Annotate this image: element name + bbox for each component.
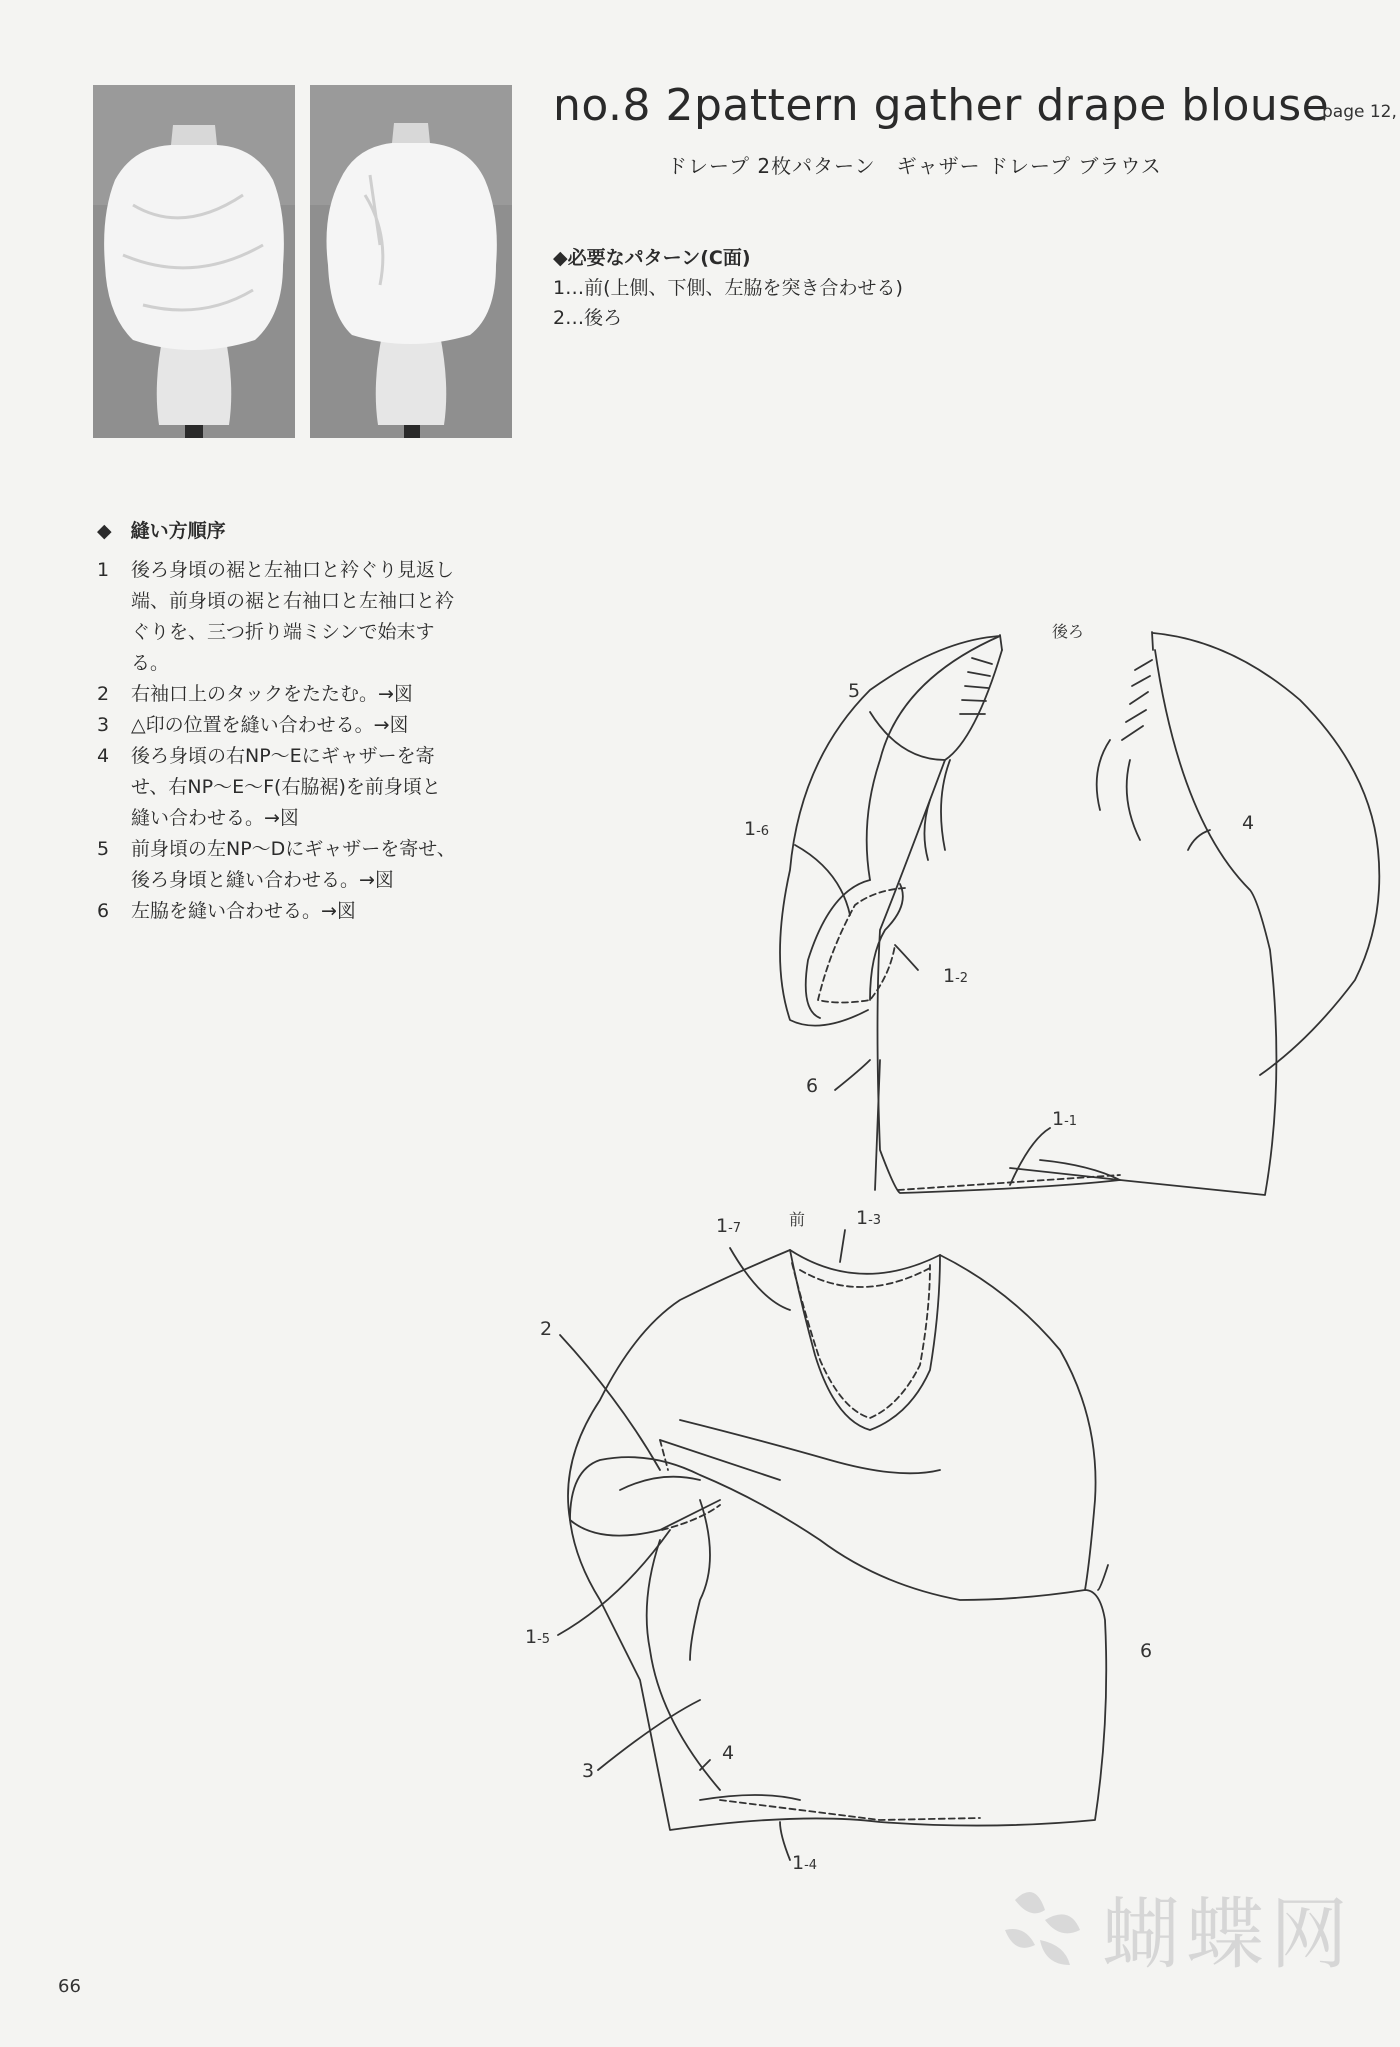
page-reference: page 12, bbox=[1322, 102, 1397, 122]
label-sub: -5 bbox=[537, 1632, 551, 1647]
back-label-6: 6 bbox=[806, 1075, 819, 1097]
back-diagram-title: 後ろ bbox=[1052, 622, 1085, 641]
page-subtitle: ドレープ 2枚パターン ギャザー ドレープ ブラウス bbox=[667, 154, 1162, 178]
front-label-2: 2 bbox=[540, 1318, 553, 1340]
back-label-1-1 bbox=[1052, 1108, 1077, 1130]
step-text: 後ろ身頃の右NP〜Eにギャザーを寄せ、右NP〜E〜F(右脇裾)を前身頃と縫い合わせる。→図 bbox=[131, 745, 441, 829]
step-text: △印の位置を縫い合わせる。→図 bbox=[131, 714, 409, 736]
label-main: 1 bbox=[716, 1215, 729, 1237]
front-diagram-title: 前 bbox=[789, 1210, 806, 1229]
front-label-3: 3 bbox=[582, 1760, 595, 1782]
step-number: 4 bbox=[97, 745, 110, 767]
front-label-4: 4 bbox=[722, 1742, 735, 1764]
step-number: 1 bbox=[97, 559, 110, 581]
back-label-5: 5 bbox=[848, 680, 861, 702]
pattern-item: 1…前(上側、下側、左脇を突き合わせる) bbox=[553, 277, 903, 299]
label-main: 1 bbox=[525, 1626, 538, 1648]
front-label-6: 6 bbox=[1140, 1640, 1153, 1662]
label-sub: -1 bbox=[1064, 1114, 1078, 1129]
watermark-text: 蝴蝶网 bbox=[1102, 1890, 1355, 1980]
back-garment-drawing bbox=[780, 632, 1379, 1195]
label-sub: -7 bbox=[728, 1221, 742, 1236]
step-text: 後ろ身頃の裾と左袖口と衿ぐり見返し端、前身頃の裾と右袖口と左袖口と衿ぐりを、三つ折り端ミシンで始末する。 bbox=[131, 559, 455, 674]
step-number: 2 bbox=[97, 683, 110, 705]
back-label-1-6 bbox=[744, 818, 769, 840]
page-title: no.8 2pattern gather drape blouse bbox=[553, 80, 1330, 131]
patterns-heading: ◆必要なパターン(C面) bbox=[553, 247, 751, 269]
label-sub: -3 bbox=[868, 1213, 882, 1228]
step-text: 右袖口上のタックをたたむ。→図 bbox=[131, 683, 413, 705]
label-sub: -2 bbox=[955, 971, 969, 986]
front-label-1-4 bbox=[792, 1852, 817, 1874]
back-label-4: 4 bbox=[1242, 812, 1255, 834]
label-main: 1 bbox=[856, 1207, 869, 1229]
pattern-item: 2…後ろ bbox=[553, 307, 623, 329]
step-text: 前身頃の左NP〜Dにギャザーを寄せ、後ろ身頃と縫い合わせる。→図 bbox=[131, 838, 456, 891]
front-label-1-3 bbox=[856, 1207, 881, 1229]
back-label-1-2 bbox=[943, 965, 968, 987]
step-number: 5 bbox=[97, 838, 110, 860]
front-garment-drawing bbox=[558, 1230, 1108, 1860]
page-number: 66 bbox=[58, 1976, 81, 1997]
label-sub: -6 bbox=[756, 824, 770, 839]
front-label-1-5 bbox=[525, 1626, 550, 1648]
step-number: 6 bbox=[97, 900, 110, 922]
steps-heading: ◆ 縫い方順序 bbox=[97, 520, 226, 542]
label-main: 1 bbox=[943, 965, 956, 987]
label-sub: -4 bbox=[804, 1858, 818, 1873]
step-number: 3 bbox=[97, 714, 110, 736]
label-main: 1 bbox=[792, 1852, 805, 1874]
front-label-1-7 bbox=[716, 1215, 741, 1237]
label-main: 1 bbox=[1052, 1108, 1065, 1130]
step-text: 左脇を縫い合わせる。→図 bbox=[131, 900, 356, 922]
label-main: 1 bbox=[744, 818, 757, 840]
